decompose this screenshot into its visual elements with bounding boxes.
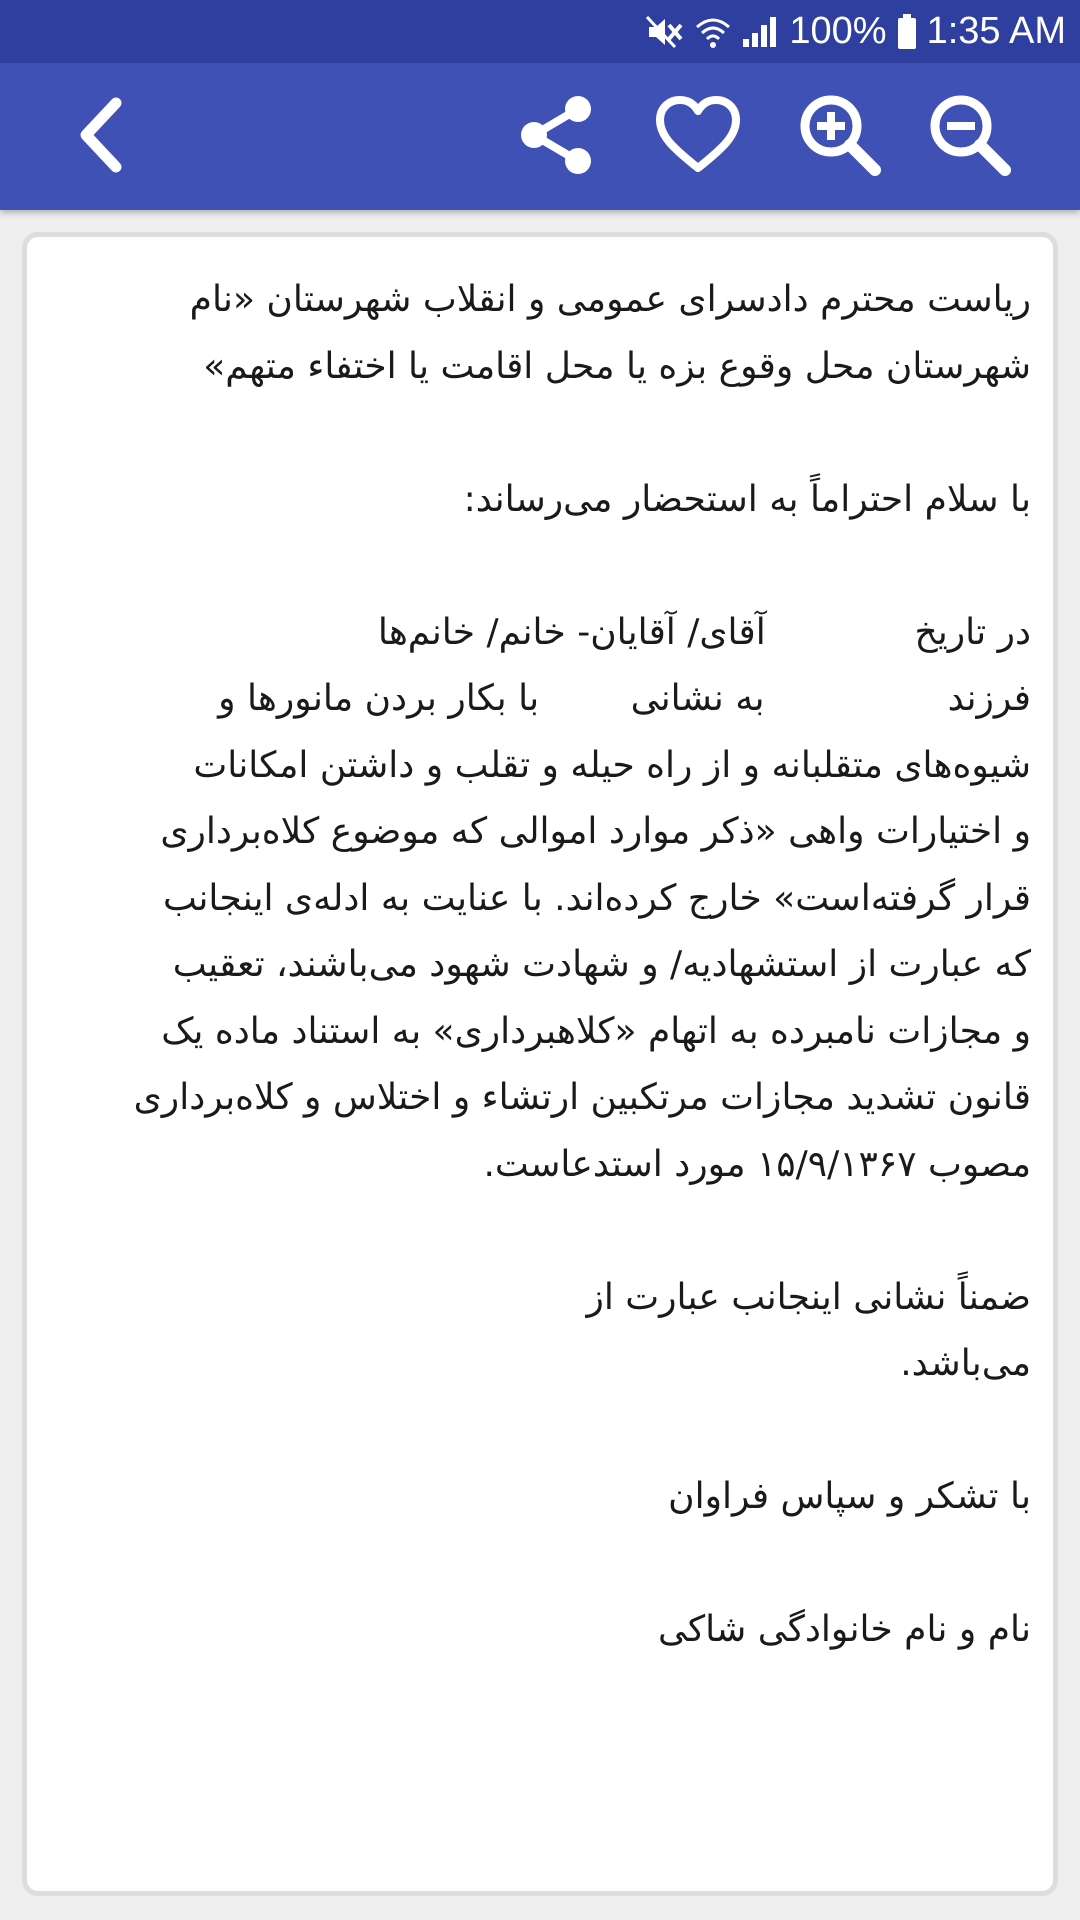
letter-line: با تشکر و سپاس فراوان (668, 1476, 1031, 1517)
blank-line (53, 1398, 1031, 1465)
zoom-in-button[interactable] (780, 63, 900, 210)
letter-line: با سلام احتراماً به استحضار می‌رساند: (463, 478, 1031, 520)
favorite-button[interactable] (638, 63, 758, 210)
zoom-out-icon (927, 92, 1013, 182)
blank-line (53, 533, 1031, 600)
letter-line: قانون تشدید مجازات مرتکبین ارتشاء و اختلاس و کلاه‌برداری (133, 1077, 1031, 1118)
share-button[interactable] (496, 63, 616, 210)
letter-line: و اختیارات واهی «ذکر موارد اموالی که موضوع کلاه‌برداری (160, 811, 1031, 852)
signal-icon (741, 15, 779, 49)
letter-line: و مجازات نامبرده به اتهام «کلاهبرداری» به استناد ماده یک (161, 1010, 1031, 1052)
battery-percent: 100% (789, 10, 887, 52)
letter-line: در تاریخ آقای/ آقایان- خانم/ خانم‌ها (377, 611, 1031, 653)
letter-line: شیوه‌های متقلبانه و از راه حیله و تقلب و داشتن امکانات (193, 744, 1031, 786)
mute-icon (645, 15, 685, 49)
blank-line (53, 1198, 1031, 1265)
favorite-icon (655, 96, 741, 178)
letter-line: که عبارت از استشهادیه/ و شهادت شهود می‌باشند، تعقیب (172, 944, 1031, 985)
blank-line (53, 1531, 1031, 1598)
letter-text[interactable] (53, 267, 1031, 1664)
clock: 1:35 AM (926, 10, 1066, 52)
toolbar (0, 63, 1080, 210)
letter-line: نام و نام خانوادگی شاکی (657, 1609, 1031, 1650)
letter-line: شهرستان محل وقوع بزه یا محل اقامت یا اختفاء متهم» (203, 345, 1031, 387)
zoom-in-icon (797, 92, 883, 182)
share-icon (514, 93, 598, 181)
letter-line: قرار گرفته‌است» خارج کرده‌اند. با عنایت به ادله‌ی اینجانب (163, 877, 1031, 919)
back-button[interactable] (42, 63, 162, 210)
letter-line: ریاست محترم دادسرای عمومی و انقلاب شهرستان «نام (189, 279, 1031, 320)
status-bar (0, 0, 1080, 63)
letter-line: می‌باشد. (900, 1343, 1031, 1384)
letter-line: مصوب ۱۵/۹/۱۳۶۷ مورد استدعاست. (483, 1143, 1031, 1185)
back-icon (72, 95, 132, 179)
letter-line: ضمناً نشانی اینجانب عبارت از (586, 1276, 1031, 1318)
letter-line: فرزند به نشانی با بکار بردن مانورها و (218, 678, 1031, 719)
letter-card (22, 232, 1058, 1896)
zoom-out-button[interactable] (910, 63, 1030, 210)
battery-icon (897, 14, 917, 50)
wifi-icon (695, 15, 731, 49)
blank-line (53, 400, 1031, 467)
